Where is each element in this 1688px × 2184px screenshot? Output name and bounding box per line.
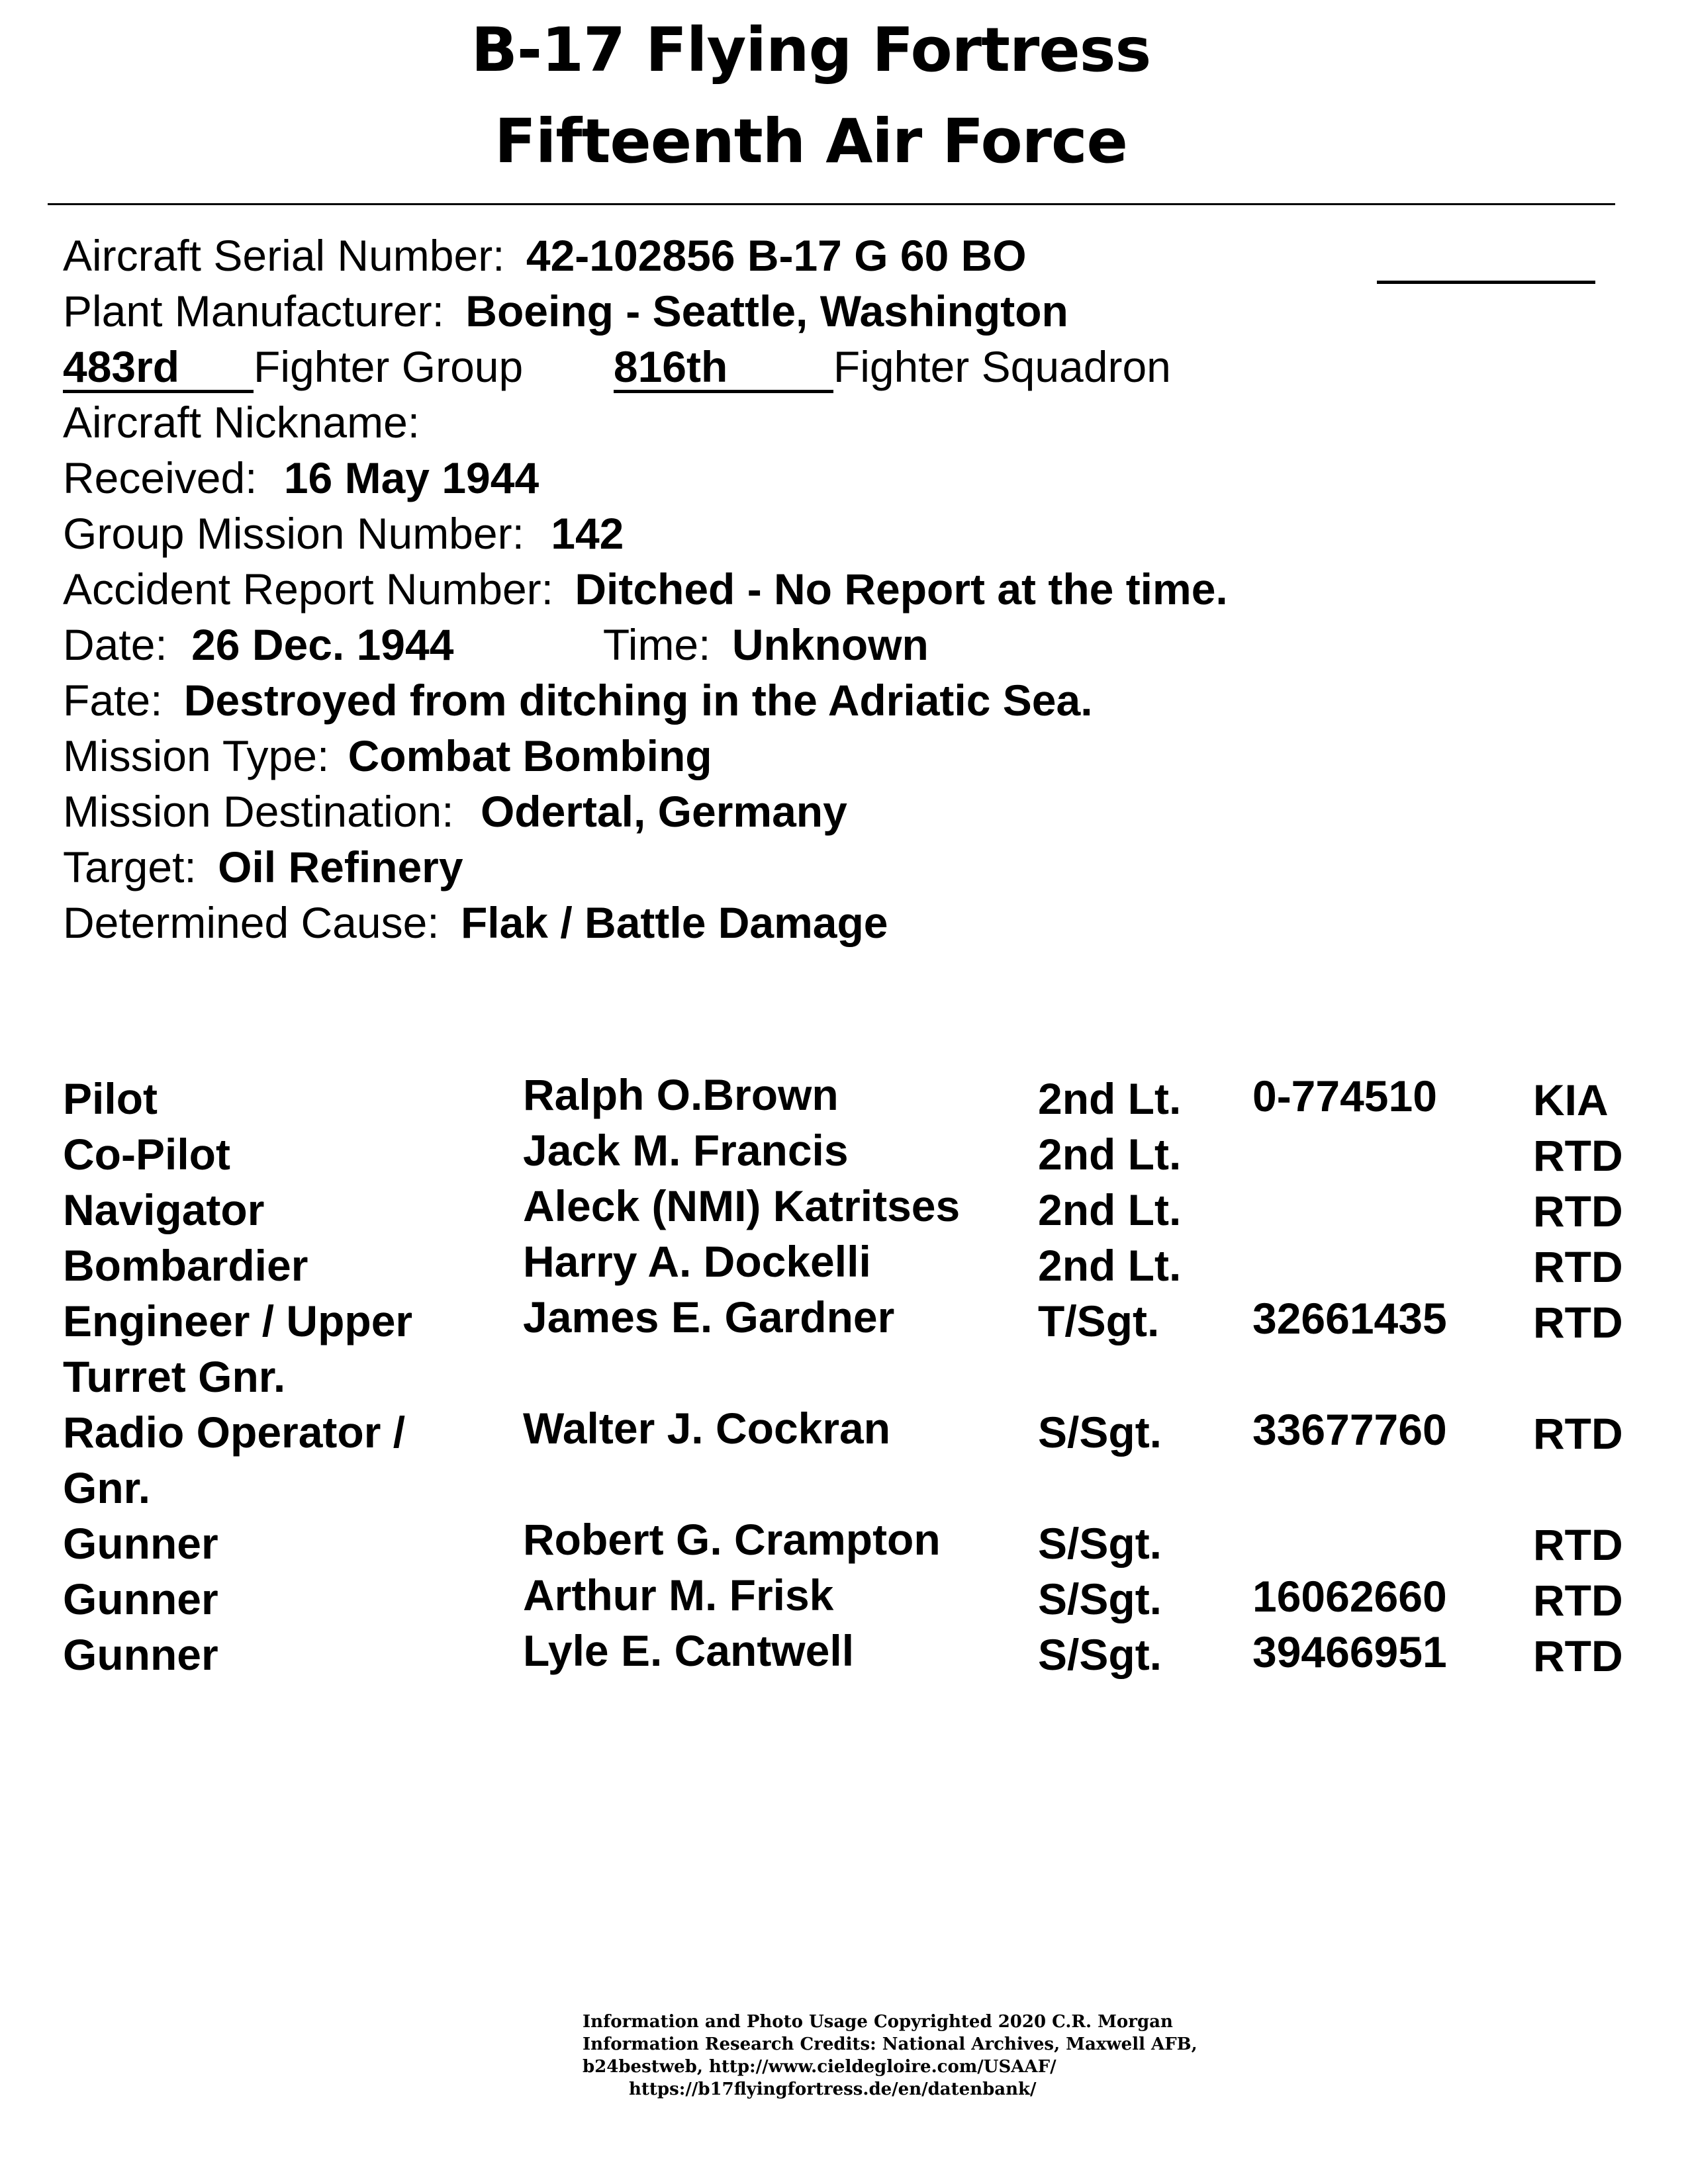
crew-status: KIA (1533, 1075, 1609, 1124)
group-squadron-row (63, 340, 1171, 393)
crew-rank: S/Sgt. (1038, 1408, 1162, 1457)
serial-number-row (63, 229, 1027, 282)
crew-status: RTD (1533, 1576, 1623, 1625)
date-time-row (63, 618, 929, 671)
received-row (63, 451, 539, 504)
crew-rank: S/Sgt. (1038, 1630, 1162, 1679)
received-value: 16 May 1944 (283, 453, 539, 502)
crew-rank: S/Sgt. (1038, 1574, 1162, 1623)
squadron-number: 816th (614, 343, 833, 393)
crew-serial: 33677760 (1252, 1405, 1447, 1454)
crew-role: Gunner (63, 1519, 218, 1568)
crew-role: Radio Operator / (63, 1408, 406, 1457)
serial-number-label: Aircraft Serial Number: (63, 231, 505, 280)
received-label: Received: (63, 453, 258, 502)
crew-status: RTD (1533, 1242, 1623, 1291)
group-label: Fighter Group (254, 342, 524, 391)
mission-type-row (63, 729, 712, 782)
crew-name: Robert G. Crampton (523, 1515, 941, 1564)
crew-role-continued: Gnr. (63, 1463, 151, 1512)
crew-role: Bombardier (63, 1241, 308, 1290)
crew-status: RTD (1533, 1631, 1623, 1680)
header-divider (48, 203, 1615, 205)
footer-credits (583, 2011, 1197, 2101)
page-title: B-17 Flying Fortress (471, 15, 1151, 85)
footer-copyright: Information and Photo Usage Copyrighted 2020 C.R. Morgan (583, 2012, 1173, 2032)
footer-sources: b24bestweb, http://www.cieldegloire.com/USAAF/ (583, 2057, 1056, 2077)
fate-row (63, 674, 1093, 727)
crew-role: Gunner (63, 1574, 218, 1623)
crew-status: RTD (1533, 1409, 1623, 1458)
fate-label: Fate: (63, 676, 163, 725)
mission-type-value: Combat Bombing (348, 731, 712, 780)
target-row (63, 841, 463, 893)
crew-role: Engineer / Upper (63, 1297, 413, 1345)
footer-url: https://b17flyingfortress.de/en/datenbank/ (629, 2079, 1037, 2099)
blank-line (1377, 281, 1595, 284)
crew-serial: 16062660 (1252, 1572, 1447, 1621)
mission-number-row (63, 507, 624, 560)
target-label: Target: (63, 842, 197, 891)
crew-serial: 32661435 (1252, 1294, 1447, 1343)
crew-status: RTD (1533, 1520, 1623, 1569)
accident-report-value: Ditched - No Report at the time. (575, 565, 1228, 614)
crew-name: Ralph O.Brown (523, 1070, 839, 1119)
crew-rank: 2nd Lt. (1038, 1074, 1182, 1123)
crew-rank: T/Sgt. (1038, 1297, 1160, 1345)
footer-research-credits: Information Research Credits: National Archives, Maxwell AFB, (583, 2034, 1197, 2054)
crew-role-continued: Turret Gnr. (63, 1352, 286, 1401)
crew-role: Co-Pilot (63, 1130, 230, 1179)
group-number: 483rd (63, 343, 254, 393)
mission-number-label: Group Mission Number: (63, 509, 524, 558)
serial-number-value: 42-102856 B-17 G 60 BO (526, 231, 1027, 280)
page-subtitle: Fifteenth Air Force (494, 106, 1127, 177)
crew-role: Navigator (63, 1185, 265, 1234)
accident-report-row (63, 563, 1228, 615)
crew-status: RTD (1533, 1298, 1623, 1347)
crew-name: Walter J. Cockran (523, 1404, 891, 1453)
manufacturer-value: Boeing - Seattle, Washington (465, 287, 1068, 336)
crew-status: RTD (1533, 1187, 1623, 1236)
crew-rank: 2nd Lt. (1038, 1185, 1182, 1234)
crew-rank: 2nd Lt. (1038, 1241, 1182, 1290)
nickname-label: Aircraft Nickname: (63, 398, 420, 447)
squadron-label: Fighter Squadron (833, 342, 1171, 391)
destination-label: Mission Destination: (63, 787, 454, 836)
crew-name: Harry A. Dockelli (523, 1237, 871, 1286)
destination-value: Odertal, Germany (480, 787, 847, 836)
manufacturer-label: Plant Manufacturer: (63, 287, 444, 336)
date-label: Date: (63, 620, 167, 669)
mission-type-label: Mission Type: (63, 731, 330, 780)
time-value: Unknown (731, 620, 929, 669)
cause-label: Determined Cause: (63, 898, 440, 947)
crew-status: RTD (1533, 1131, 1623, 1180)
fate-value: Destroyed from ditching in the Adriatic Sea. (183, 676, 1093, 725)
crew-name: Jack M. Francis (523, 1126, 849, 1175)
target-value: Oil Refinery (218, 842, 463, 891)
cause-value: Flak / Battle Damage (460, 898, 888, 947)
crew-role: Gunner (63, 1630, 218, 1679)
crew-serial: 0-774510 (1252, 1071, 1437, 1120)
cause-row (63, 896, 888, 949)
crew-name: James E. Gardner (523, 1293, 895, 1342)
mission-number-value: 142 (551, 509, 624, 558)
crew-name: Lyle E. Cantwell (523, 1626, 855, 1675)
date-value: 26 Dec. 1944 (191, 620, 454, 669)
crew-role: Pilot (63, 1074, 158, 1123)
crew-rank: 2nd Lt. (1038, 1130, 1182, 1179)
crew-name: Arthur M. Frisk (523, 1570, 834, 1619)
nickname-row (63, 396, 420, 449)
manufacturer-row (63, 285, 1068, 338)
crew-name: Aleck (NMI) Katritses (523, 1181, 961, 1230)
destination-row (63, 785, 847, 838)
time-label: Time: (602, 620, 711, 669)
crew-serial: 39466951 (1252, 1627, 1447, 1676)
crew-rank: S/Sgt. (1038, 1519, 1162, 1568)
accident-report-label: Accident Report Number: (63, 565, 553, 614)
